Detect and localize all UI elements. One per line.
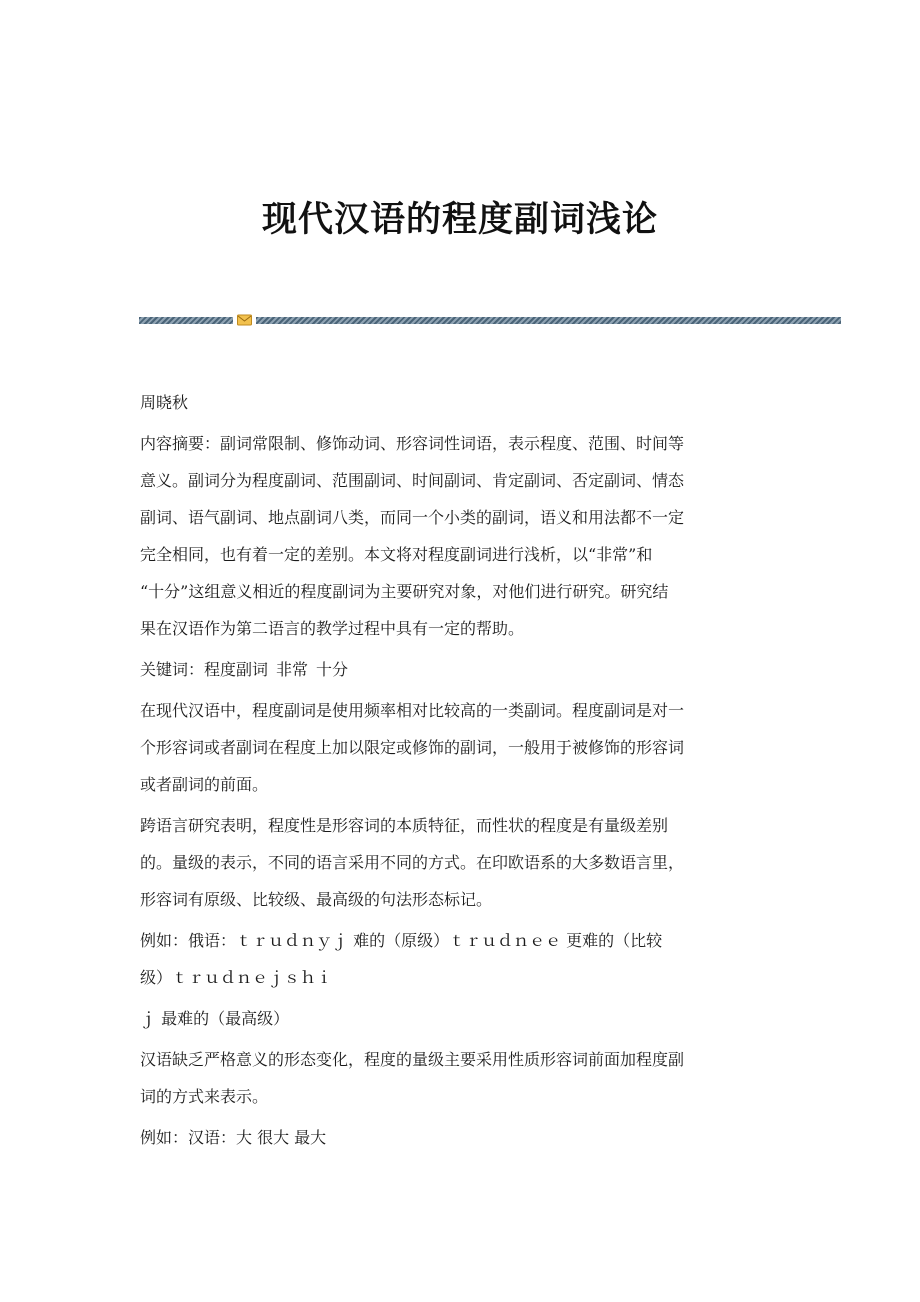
abstract-line: 副词、语气副词、地点副词八类，而同一个小类的副词，语义和用法都不一定 — [140, 508, 685, 527]
divider-bar-right — [256, 317, 841, 324]
example-paragraph — [140, 1000, 780, 1037]
abstract-line: “十分”这组意义相近的程度副词为主要研究对象，对他们进行研究。研究结 — [140, 582, 669, 601]
body-paragraph — [140, 692, 780, 803]
divider-bar-left — [139, 317, 233, 324]
keyword-item: 十分 — [316, 660, 349, 679]
paragraph-line: 跨语言研究表明，程度性是形容词的本质特征，而性状的程度是有量级差别 — [140, 816, 669, 835]
keywords-line — [140, 651, 780, 688]
abstract-line: 内容摘要：副词常限制、修饰动词、形容词性词语，表示程度、范围、时间等 — [140, 434, 685, 453]
paragraph-line: 在现代汉语中，程度副词是使用频率相对比较高的一类副词。程度副词是对一 — [140, 701, 685, 720]
document-title: 现代汉语的程度副词浅论 — [261, 199, 658, 240]
keywords-label: 关键词： — [140, 660, 205, 679]
keyword-item: 非常 — [276, 660, 309, 679]
paragraph-line: 词的方式来表示。 — [140, 1087, 269, 1106]
paragraph-line: 的。量级的表示，不同的语言采用不同的方式。在印欧语系的大多数语言里， — [140, 853, 685, 872]
paragraph-line: 或者副词的前面。 — [140, 775, 269, 794]
example-paragraph — [140, 1119, 780, 1156]
paragraph-line: 例如：汉语：大 很大 最大 — [140, 1128, 327, 1147]
paragraph-line: 形容词有原级、比较级、最高级的句法形态标记。 — [140, 890, 493, 909]
abstract-line: 果在汉语作为第二语言的教学过程中具有一定的帮助。 — [140, 619, 525, 638]
author-name: 周晓秋 — [140, 393, 189, 412]
body-paragraph — [140, 807, 780, 918]
keyword-item: 程度副词 — [204, 660, 269, 679]
envelope-icon — [237, 314, 252, 326]
abstract-line: 意义。副词分为程度副词、范围副词、时间副词、肯定副词、否定副词、情态 — [140, 471, 685, 490]
paragraph-line: 例如：俄语：ｔｒｕｄｎｙｊ 难的（原级）ｔｒｕｄｎｅｅ 更难的（比较 — [140, 931, 663, 950]
abstract-line: 完全相同，也有着一定的差别。本文将对程度副词进行浅析，以“非常”和 — [140, 545, 653, 564]
paragraph-line: 汉语缺乏严格意义的形态变化，程度的量级主要采用性质形容词前面加程度副 — [140, 1050, 685, 1069]
paragraph-line: 个形容词或者副词在程度上加以限定或修饰的副词，一般用于被修饰的形容词 — [140, 738, 685, 757]
document-body — [140, 384, 780, 1156]
body-paragraph — [140, 1041, 780, 1115]
paragraph-line: ｊ 最难的（最高级） — [140, 1009, 290, 1028]
title-divider — [139, 314, 841, 326]
abstract-paragraph — [140, 425, 780, 647]
example-paragraph — [140, 922, 780, 996]
paragraph-line: 级）ｔｒｕｄｎｅｊｓｈｉ — [140, 968, 333, 987]
